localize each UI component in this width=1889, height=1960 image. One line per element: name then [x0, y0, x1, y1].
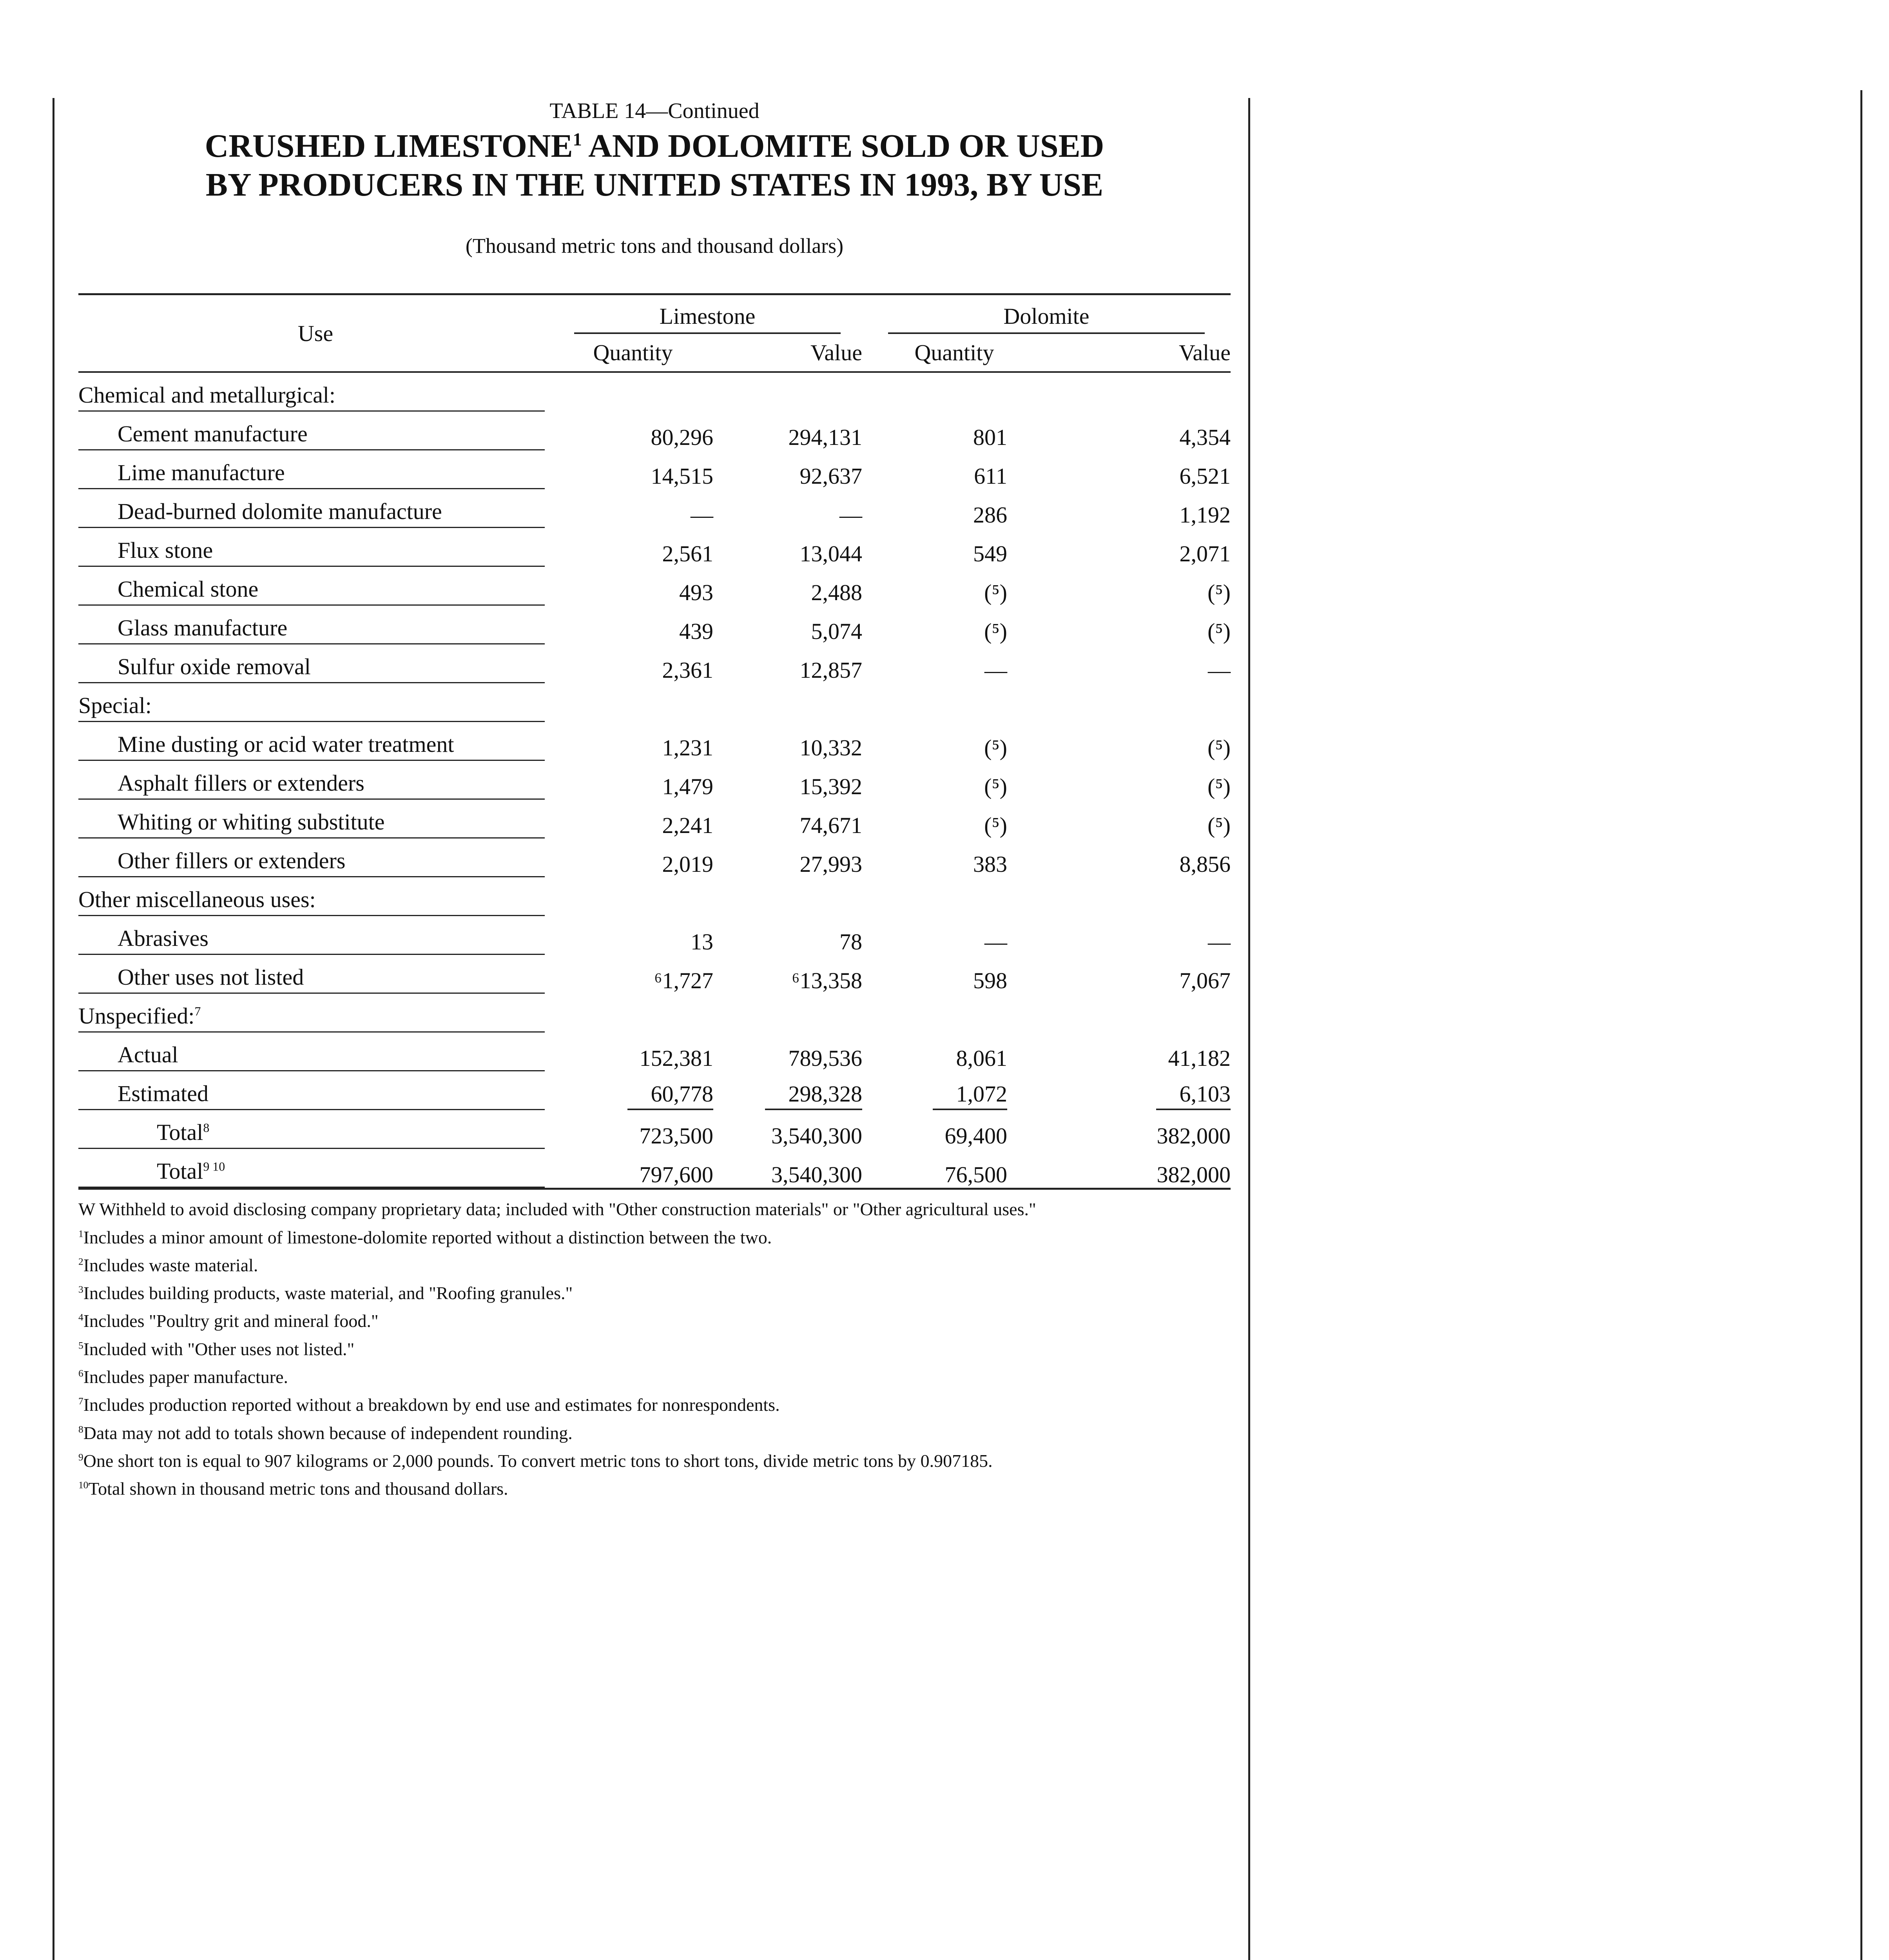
- cell-limestone-value: 294,131: [788, 425, 862, 450]
- row-label: Asphalt fillers or extenders: [78, 761, 553, 800]
- cell-limestone-quantity: 723,500: [639, 1123, 713, 1149]
- table-row: [78, 955, 1231, 994]
- cell-dolomite-quantity: 69,400: [944, 1123, 1007, 1149]
- header-dolomite-quantity: Quantity: [862, 334, 1046, 373]
- cell-dolomite-value: (⁵): [1207, 813, 1231, 838]
- footnote: $^1$Includes a minor amount of limestone-dolomite reported without a distinction between the two.: [78, 1227, 772, 1247]
- cell-limestone-quantity: [553, 994, 713, 1033]
- footnote: $^6$Includes paper manufacture.: [78, 1367, 288, 1387]
- category-row: [78, 877, 1231, 916]
- header-limestone-value: Value: [713, 334, 862, 373]
- table-body: [78, 373, 1231, 1190]
- row-label: Whiting or whiting substitute: [78, 800, 553, 838]
- cell-limestone-quantity: 152,381: [639, 1045, 713, 1071]
- cell-dolomite-quantity: [862, 994, 1046, 1033]
- cell-limestone-value: 15,392: [799, 774, 862, 800]
- cell-limestone-value: 3,540,300: [713, 1149, 862, 1190]
- cell-limestone-quantity: [553, 373, 713, 412]
- cell-limestone-quantity: 2,019: [662, 851, 713, 877]
- cell-limestone-value: 78: [839, 929, 862, 955]
- data-table: [78, 293, 1231, 1190]
- cell-dolomite-quantity: (⁵): [984, 813, 1007, 838]
- cell-limestone-value: 298,328: [713, 1071, 862, 1110]
- cell-dolomite-quantity: [862, 877, 1046, 916]
- cell-dolomite-quantity: 383: [973, 851, 1007, 877]
- row-label: Flux stone: [78, 528, 553, 567]
- total-row: [78, 1110, 1231, 1149]
- cell-dolomite-value: 41,182: [1168, 1045, 1231, 1071]
- table-units: (Thousand metric tons and thousand dollars): [465, 234, 844, 258]
- cell-limestone-quantity: 2,561: [662, 541, 713, 567]
- table-title: [78, 127, 1231, 204]
- cell-dolomite-value: [1046, 994, 1231, 1033]
- row-label: Mine dusting or acid water treatment: [78, 722, 553, 761]
- row-label: Lime manufacture: [78, 450, 553, 489]
- cell-limestone-value: 5,074: [811, 619, 862, 644]
- cell-dolomite-quantity: (⁵): [984, 774, 1007, 800]
- cell-dolomite-quantity: 801: [973, 425, 1007, 450]
- cell-limestone-quantity: [553, 877, 713, 916]
- cell-limestone-quantity: 439: [679, 619, 713, 644]
- header-dolomite-value: Value: [1046, 334, 1231, 373]
- right-margin-rule: [1860, 90, 1862, 1960]
- title-footnote-mark: 1: [573, 129, 582, 149]
- table-row: [78, 722, 1231, 761]
- cell-dolomite-value: 4,354: [1179, 425, 1231, 450]
- cell-dolomite-value: —: [1208, 929, 1231, 955]
- cell-dolomite-value: 7,067: [1179, 968, 1231, 994]
- cell-dolomite-quantity: 611: [974, 463, 1007, 489]
- footnote: $^7$Includes production reported without a breakdown by end use and estimates for nonrespondents.: [78, 1395, 780, 1415]
- row-label: Dead-burned dolomite manufacture: [78, 489, 553, 528]
- row-label: Chemical and metallurgical:: [78, 373, 553, 412]
- header-use: Use: [78, 293, 553, 373]
- row-label: Other fillers or extenders: [78, 838, 553, 877]
- footnote: $^8$Data may not add to totals shown because of independent rounding.: [78, 1423, 573, 1443]
- cell-limestone-quantity: 797,600: [553, 1149, 713, 1190]
- footnote-mark: 7: [194, 1004, 201, 1018]
- cell-dolomite-value: 2,071: [1179, 541, 1231, 567]
- row-label: Other miscellaneous uses:: [78, 877, 553, 916]
- footnote: $^{10}$Total shown in thousand metric tons and thousand dollars.: [78, 1479, 508, 1499]
- row-label: Cement manufacture: [78, 412, 553, 450]
- cell-limestone-quantity: 2,361: [662, 657, 713, 683]
- cell-dolomite-value: (⁵): [1207, 774, 1231, 800]
- table-row: [78, 761, 1231, 800]
- cell-dolomite-value: [1046, 683, 1231, 722]
- table-row: [78, 567, 1231, 606]
- row-label: Estimated: [78, 1071, 553, 1110]
- cell-dolomite-value: 6,103: [1046, 1071, 1231, 1110]
- cell-limestone-value: 10,332: [799, 735, 862, 761]
- cell-limestone-quantity: 60,778: [553, 1071, 713, 1110]
- row-label: Unspecified:$^7$: [78, 994, 553, 1033]
- footnote-mark: 9 10: [203, 1160, 225, 1174]
- row-label: Glass manufacture: [78, 606, 553, 644]
- row-label: Chemical stone: [78, 567, 553, 606]
- cell-dolomite-value: [1046, 373, 1231, 412]
- cell-dolomite-quantity: —: [984, 657, 1007, 683]
- category-row: [78, 994, 1231, 1033]
- table-row: [78, 450, 1231, 489]
- table-row: [78, 489, 1231, 528]
- cell-limestone-value: 12,857: [799, 657, 862, 683]
- cell-dolomite-value: 1,192: [1179, 502, 1231, 528]
- row-label: Actual: [78, 1033, 553, 1071]
- header-limestone: Limestone: [553, 293, 862, 334]
- category-row: [78, 373, 1231, 412]
- cell-limestone-value: 3,540,300: [771, 1123, 862, 1149]
- table-row: [78, 916, 1231, 955]
- cell-limestone-value: ⁶13,358: [792, 968, 862, 994]
- row-label: Special:: [78, 683, 553, 722]
- cell-limestone-value: 27,993: [799, 851, 862, 877]
- table-row: [78, 1071, 1231, 1110]
- table-block: [78, 100, 1231, 1503]
- cell-dolomite-quantity: 76,500: [862, 1149, 1046, 1190]
- footnote: $^5$Included with "Other uses not listed.": [78, 1339, 355, 1359]
- cell-dolomite-value: 382,000: [1046, 1149, 1231, 1190]
- cell-dolomite-quantity: [862, 373, 1046, 412]
- cell-limestone-quantity: 1,231: [662, 735, 713, 761]
- cell-limestone-quantity: 13: [691, 929, 713, 955]
- cell-dolomite-quantity: (⁵): [984, 580, 1007, 606]
- column-divider-rule: [1248, 98, 1250, 1960]
- footnote: $^2$Includes waste material.: [78, 1255, 258, 1275]
- cell-limestone-quantity: —: [691, 502, 713, 528]
- cell-dolomite-quantity: 8,061: [956, 1045, 1007, 1071]
- footnote: $^3$Includes building products, waste material, and "Roofing granules.": [78, 1283, 573, 1303]
- title-line1-pre: CRUSHED LIMESTONE: [205, 128, 573, 164]
- table-row: [78, 412, 1231, 450]
- cell-limestone-quantity: 493: [679, 580, 713, 606]
- cell-limestone-quantity: 14,515: [651, 463, 713, 489]
- cell-dolomite-quantity: —: [984, 929, 1007, 955]
- cell-dolomite-quantity: 598: [973, 968, 1007, 994]
- cell-dolomite-value: 382,000: [1157, 1123, 1231, 1149]
- cell-limestone-quantity: 80,296: [651, 425, 713, 450]
- table-row: [78, 1033, 1231, 1071]
- cell-dolomite-quantity: (⁵): [984, 619, 1007, 644]
- cell-limestone-value: 789,536: [788, 1045, 862, 1071]
- footnote: $^9$One short ton is equal to 907 kilograms or 2,000 pounds. To convert metric tons to short tons, divide metric tons by 0.907185.: [78, 1450, 993, 1471]
- cell-dolomite-value: 6,521: [1179, 463, 1231, 489]
- footnote: $^4$Includes "Poultry grit and mineral food.": [78, 1311, 379, 1331]
- left-margin-rule: [53, 98, 54, 1960]
- row-label: Total$^8$: [78, 1110, 553, 1149]
- cell-limestone-value: [713, 994, 862, 1033]
- title-line2: BY PRODUCERS IN THE UNITED STATES IN 1993, BY USE: [205, 167, 1104, 203]
- footnotes: [78, 1195, 1231, 1503]
- cell-limestone-value: [713, 683, 862, 722]
- cell-limestone-quantity: 1,479: [662, 774, 713, 800]
- header-limestone-quantity: Quantity: [553, 334, 713, 373]
- table-caption: TABLE 14—Continued: [549, 99, 760, 123]
- cell-dolomite-quantity: (⁵): [984, 735, 1007, 761]
- table-row: [78, 644, 1231, 683]
- header-dolomite: Dolomite: [862, 293, 1231, 334]
- table-row: [78, 838, 1231, 877]
- cell-dolomite-value: —: [1208, 657, 1231, 683]
- cell-limestone-value: 92,637: [799, 463, 862, 489]
- category-row: [78, 683, 1231, 722]
- cell-dolomite-quantity: [862, 683, 1046, 722]
- cell-limestone-quantity: ⁶1,727: [654, 968, 713, 994]
- cell-dolomite-value: (⁵): [1207, 580, 1231, 606]
- cell-dolomite-quantity: 549: [973, 541, 1007, 567]
- row-label: Sulfur oxide removal: [78, 644, 553, 683]
- cell-dolomite-value: (⁵): [1207, 735, 1231, 761]
- cell-limestone-value: 74,671: [799, 813, 862, 838]
- cell-limestone-quantity: 2,241: [662, 813, 713, 838]
- row-label: Other uses not listed: [78, 955, 553, 994]
- table-row: [78, 528, 1231, 567]
- table-row: [78, 606, 1231, 644]
- cell-dolomite-value: (⁵): [1207, 619, 1231, 644]
- cell-limestone-value: [713, 373, 862, 412]
- cell-limestone-value: 2,488: [811, 580, 862, 606]
- cell-dolomite-quantity: 1,072: [862, 1071, 1046, 1110]
- cell-dolomite-value: 8,856: [1179, 851, 1231, 877]
- cell-dolomite-quantity: 286: [973, 502, 1007, 528]
- total-row: [78, 1149, 1231, 1190]
- row-label: Abrasives: [78, 916, 553, 955]
- cell-limestone-value: [713, 877, 862, 916]
- table-row: [78, 800, 1231, 838]
- cell-limestone-quantity: [553, 683, 713, 722]
- footnote-mark: 8: [203, 1121, 210, 1135]
- cell-limestone-value: 13,044: [799, 541, 862, 567]
- footnote: W Withheld to avoid disclosing company proprietary data; included with "Other construction materials" or "Other agricultural uses.": [78, 1199, 1036, 1220]
- cell-dolomite-value: [1046, 877, 1231, 916]
- cell-limestone-value: —: [839, 502, 862, 528]
- title-line1-post: AND DOLOMITE SOLD OR USED: [582, 128, 1104, 164]
- row-label: Total$^{9 10}$: [78, 1149, 553, 1190]
